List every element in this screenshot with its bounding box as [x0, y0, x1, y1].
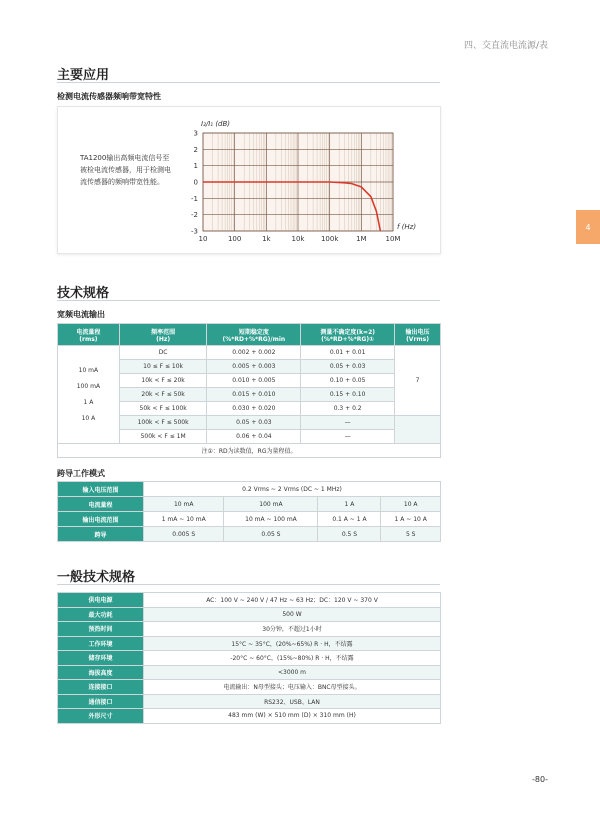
spec-freq: 10 ≤ F ≤ 10k	[119, 360, 207, 374]
x-tick-label: 1M	[356, 235, 367, 243]
range-value: 10 A	[81, 414, 96, 422]
x-tick-label: 100	[227, 235, 242, 243]
general-spec-label: 通信接口	[58, 694, 144, 709]
spec-stab: 0.030 + 0.020	[207, 402, 301, 416]
y-tick-label: 0	[193, 178, 198, 187]
range-value: 1 A	[83, 398, 94, 406]
chart-description: TA1200输出高频电流信号至被检电流传感器，用于检测电流传感器的频响带宽性能。	[80, 154, 171, 186]
trans-range: 10 A	[381, 497, 441, 512]
general-spec-value: AC：100 V ~ 240 V / 47 Hz ~ 63 Hz；DC：120 V ~ 370 V	[144, 593, 441, 608]
x-axis-label: f (Hz)	[397, 223, 417, 231]
output-voltage: 7	[395, 346, 441, 416]
y-tick-label: -1	[191, 194, 198, 203]
x-tick-label: 1k	[262, 235, 271, 243]
general-spec-label: 外形尺寸	[58, 709, 144, 724]
section-divider	[57, 82, 440, 83]
general-spec-label: 供电电源	[58, 593, 144, 608]
general-spec-value: -20°C ~ 60°C，(15%~80%) R · H，不结露	[144, 651, 441, 666]
spec-stab: 0.05 + 0.03	[207, 416, 301, 430]
spec-unc: 0.10 + 0.05	[301, 374, 395, 388]
general-spec-value: <3000 m	[144, 665, 441, 680]
general-spec-table	[57, 592, 441, 724]
trans-g: 0.005 S	[144, 527, 224, 542]
header-stability: 短期稳定度 (%*RD+%*RG)/min	[207, 324, 301, 346]
section-divider	[57, 300, 440, 301]
chapter-tab: 4	[576, 210, 600, 244]
header-frequency: 频率范围 (Hz)	[119, 324, 207, 346]
header-range: 电流量程 (rms)	[58, 324, 120, 346]
general-spec-value: 电流输出：N母型接头；电压输入：BNC母型接头。	[144, 680, 441, 695]
spec-freq: 500k < F ≤ 1M	[119, 430, 207, 444]
spec-stab: 0.06 + 0.04	[207, 430, 301, 444]
chart-box	[57, 106, 441, 254]
table-note: 注①：RD为读数值，RG为量程值。	[58, 444, 441, 458]
trans-g-label: 跨导	[58, 527, 144, 542]
x-tick-label: 10	[198, 235, 208, 243]
y-tick-label: -2	[191, 211, 198, 220]
header-voltage: 输出电压 (Vrms)	[395, 324, 441, 346]
spec-unc: 0.15 + 0.10	[301, 388, 395, 402]
trans-output-label: 输出电流范围	[58, 512, 144, 527]
spec-unc: 0.3 + 0.2	[301, 402, 395, 416]
subtitle-frequency-response: 检测电流传感器频响带宽特性	[57, 92, 161, 101]
section-title-specs: 技术规格	[57, 286, 110, 301]
general-spec-value: 500 W	[144, 607, 441, 622]
general-spec-value: 30分钟，不超过1小时	[144, 622, 441, 637]
spec-stab: 0.010 + 0.005	[207, 374, 301, 388]
frequency-response-chart	[58, 107, 442, 255]
spec-unc: 0.01 + 0.01	[301, 346, 395, 360]
trans-g: 0.05 S	[224, 527, 318, 542]
general-spec-value: RS232、USB、LAN	[144, 694, 441, 709]
trans-input-value: 0.2 Vrms ~ 2 Vrms (DC ~ 1 MHz)	[144, 482, 441, 497]
x-tick-label: 10k	[291, 235, 305, 243]
general-spec-label: 连接接口	[58, 680, 144, 695]
output-voltage-empty	[395, 416, 441, 444]
trans-output: 10 mA ~ 100 mA	[224, 512, 318, 527]
chapter-header: 四、交直流电流源/表	[463, 41, 548, 51]
section-title-applications: 主要应用	[57, 68, 110, 83]
trans-output: 0.1 A ~ 1 A	[318, 512, 381, 527]
wideband-spec-table	[57, 323, 441, 458]
general-spec-label: 预热时间	[58, 622, 144, 637]
general-spec-label: 储存环境	[58, 651, 144, 666]
y-tick-label: -3	[191, 227, 198, 236]
page-number: -80-	[532, 775, 548, 784]
spec-freq: 50k < F ≤ 100k	[119, 402, 207, 416]
spec-stab: 0.002 + 0.002	[207, 346, 301, 360]
general-spec-value: 15°C ~ 35°C，(20%~65%) R · H，不结露	[144, 636, 441, 651]
range-value: 10 mA	[78, 366, 99, 374]
x-tick-label: 100k	[320, 235, 339, 243]
spec-unc: 0.05 + 0.03	[301, 360, 395, 374]
general-spec-label: 海拔高度	[58, 665, 144, 680]
spec-stab: 0.005 + 0.003	[207, 360, 301, 374]
trans-g: 5 S	[381, 527, 441, 542]
trans-range-label: 电流量程	[58, 497, 144, 512]
spec-freq: 20k < F ≤ 50k	[119, 388, 207, 402]
y-axis-label: I₂/I₁ (dB)	[201, 120, 231, 128]
spec-freq: 100k < F ≤ 500k	[119, 416, 207, 430]
spec-stab: 0.015 + 0.010	[207, 388, 301, 402]
spec-freq: 10k < F ≤ 20k	[119, 374, 207, 388]
trans-output: 1 mA ~ 10 mA	[144, 512, 224, 527]
trans-range: 10 mA	[144, 497, 224, 512]
trans-g: 0.5 S	[318, 527, 381, 542]
y-tick-label: 3	[193, 129, 198, 138]
y-tick-label: 2	[193, 145, 198, 154]
header-uncertainty: 测量不确定度(k=2) (%*RD+%*RG)①	[301, 324, 395, 346]
trans-output: 1 A ~ 10 A	[381, 512, 441, 527]
transconductance-table	[57, 481, 441, 542]
spec-freq: DC	[119, 346, 207, 360]
y-tick-label: 1	[193, 162, 198, 171]
subtitle-transconductance: 跨导工作模式	[57, 469, 105, 478]
section-divider	[57, 584, 440, 585]
trans-range: 100 mA	[224, 497, 318, 512]
general-spec-label: 最大功耗	[58, 607, 144, 622]
section-title-general-specs: 一般技术规格	[57, 570, 136, 585]
spec-unc: —	[301, 430, 395, 444]
subtitle-wideband-output: 宽频电流输出	[57, 310, 105, 319]
trans-input-label: 输入电压范围	[58, 482, 144, 497]
range-cell	[58, 346, 120, 444]
x-tick-label: 10M	[385, 235, 401, 243]
spec-unc: —	[301, 416, 395, 430]
trans-range: 1 A	[318, 497, 381, 512]
general-spec-label: 工作环境	[58, 636, 144, 651]
general-spec-value: 483 mm (W) × 510 mm (D) × 310 mm (H)	[144, 709, 441, 724]
range-value: 100 mA	[76, 382, 101, 390]
